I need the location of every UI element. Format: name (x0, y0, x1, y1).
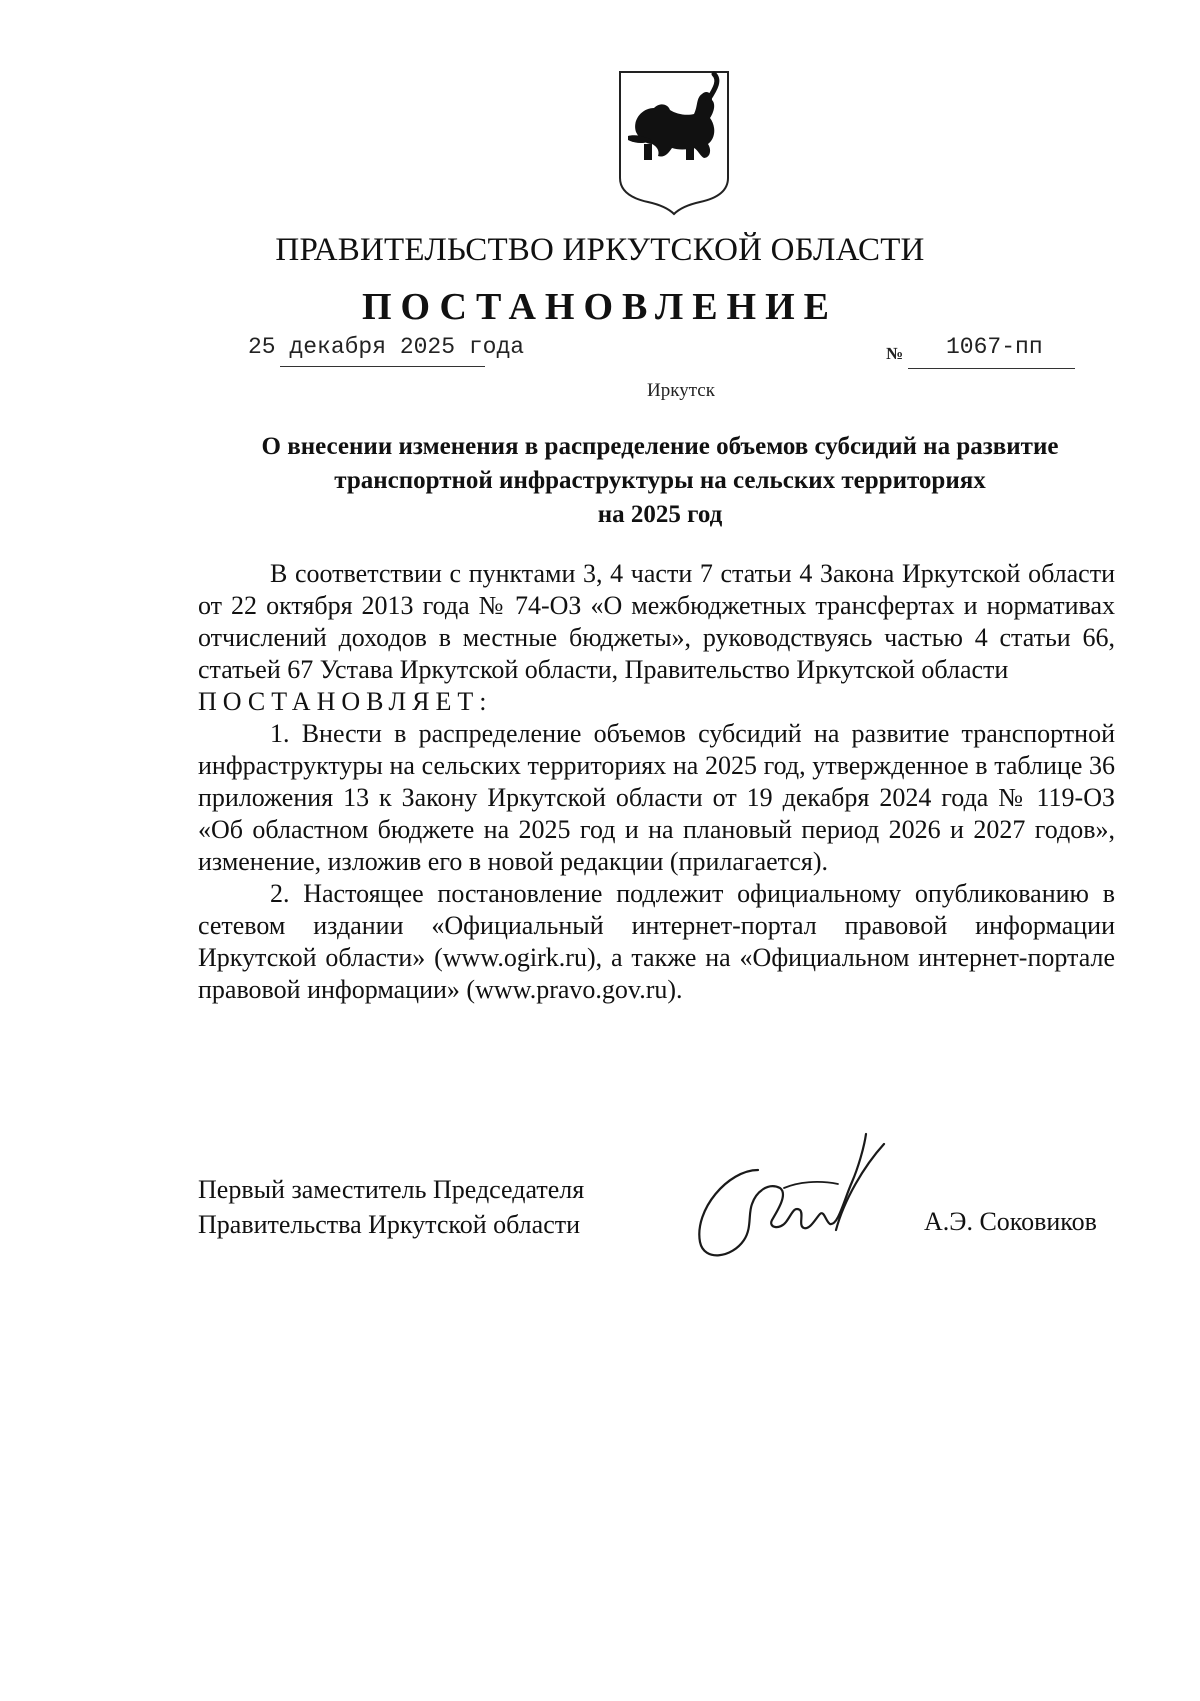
heading-line: О внесении изменения в распределение объемов субсидий на развитие (261, 433, 1059, 460)
document-number: 1067-пп (946, 334, 1043, 360)
document-heading (190, 430, 1130, 532)
item-1-paragraph: 1. Внести в распределение объемов субсидий на развитие транспортной инфраструктуры на сельских территориях на 2025 год, утвержденное в таблице 36 приложения 13 к Закону Иркутской области от 19 декабря 2024 года № 119-ОЗ «Об областном бюджете на 2025 год и на плановый период 2026 и 2027 годов», изменение, изложив его в новой редакции (прилагается). (198, 719, 1115, 876)
signer-position-line: Правительства Иркутской области (198, 1210, 581, 1239)
handwritten-signature (688, 1130, 893, 1266)
signer-position-line: Первый заместитель Председателя (198, 1175, 585, 1204)
date-underline (280, 366, 485, 367)
signer-position (198, 1172, 584, 1242)
government-title: ПРАВИТЕЛЬСТВО ИРКУТСКОЙ ОБЛАСТИ (275, 232, 925, 268)
number-sign: № (886, 344, 904, 363)
document-body (198, 558, 1115, 1006)
coat-of-arms-emblem (616, 70, 732, 216)
preamble-paragraph: В соответствии с пунктами 3, 4 части 7 статьи 4 Закона Иркутской области от 22 октября 2013 года № 74-ОЗ «О межбюджетных трансфертах и нормативах отчислений доходов в местные бюджеты», руководствуясь частью 4 статьи 66, статьей 67 Устава Иркутской области, Правительство Иркутской области (198, 559, 1115, 684)
number-underline (908, 368, 1075, 369)
document-date: 25 декабря 2025 года (248, 334, 525, 360)
city-name: Иркутск (647, 380, 715, 401)
item-2-paragraph: 2. Настоящее постановление подлежит официальному опубликованию в сетевом издании «Официальный интернет-портал правовой информации Иркутской области» (www.ogirk.ru), а также на «Официальном интернет-портале правовой информации» (www.pravo.gov.ru). (198, 879, 1115, 1004)
document-type-title: ПОСТАНОВЛЕНИЕ (361, 286, 839, 328)
heading-line: на 2025 год (597, 501, 723, 528)
heading-line: транспортной инфраструктуры на сельских территориях (334, 467, 986, 494)
resolves-keyword: ПОСТАНОВЛЯЕТ: (198, 687, 493, 716)
signer-name: А.Э. Соковиков (924, 1207, 1097, 1236)
